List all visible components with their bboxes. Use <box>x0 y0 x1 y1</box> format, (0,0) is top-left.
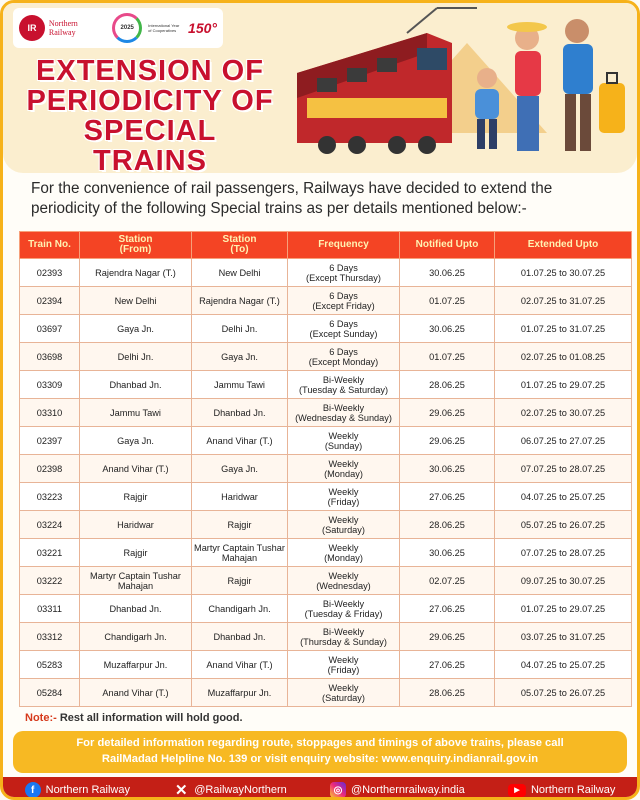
cell-train-no: 05283 <box>20 651 80 679</box>
helpline-banner <box>13 731 627 773</box>
cell-station-to: Rajendra Nagar (T.) <box>192 287 288 315</box>
table-row <box>20 623 632 651</box>
cell-notified-upto: 28.06.25 <box>400 371 495 399</box>
cell-notified-upto: 30.06.25 <box>400 315 495 343</box>
cell-notified-upto: 29.06.25 <box>400 399 495 427</box>
cell-extended-upto: 04.07.25 to 25.07.25 <box>495 483 632 511</box>
cell-extended-upto: 02.07.25 to 31.07.25 <box>495 287 632 315</box>
header-frequency: Frequency <box>288 232 400 259</box>
cell-frequency: 6 Days (Except Sunday) <box>288 315 400 343</box>
cell-station-to: Anand Vihar (T.) <box>192 651 288 679</box>
cell-station-from: Martyr Captain Tushar Mahajan <box>80 567 192 595</box>
social-youtube[interactable]: ▶ Northern Railway <box>508 784 615 797</box>
social-instagram[interactable]: ◎ @Northernrailway.india <box>330 782 465 798</box>
cell-station-from: Muzaffarpur Jn. <box>80 651 192 679</box>
cell-frequency: Weekly (Saturday) <box>288 679 400 707</box>
cell-extended-upto: 05.07.25 to 26.07.25 <box>495 679 632 707</box>
cell-station-from: Dhanbad Jn. <box>80 371 192 399</box>
cell-extended-upto: 07.07.25 to 28.07.25 <box>495 455 632 483</box>
cell-station-from: Haridwar <box>80 511 192 539</box>
header-extended-upto: Extended Upto <box>495 232 632 259</box>
cell-extended-upto: 01.07.25 to 31.07.25 <box>495 315 632 343</box>
cell-notified-upto: 29.06.25 <box>400 623 495 651</box>
train-engine-icon <box>297 8 477 154</box>
cell-frequency: Weekly (Wednesday) <box>288 567 400 595</box>
cell-station-to: Dhanbad Jn. <box>192 623 288 651</box>
cell-notified-upto: 01.07.25 <box>400 287 495 315</box>
cell-train-no: 02398 <box>20 455 80 483</box>
cell-notified-upto: 30.06.25 <box>400 539 495 567</box>
table-row <box>20 315 632 343</box>
intro-text: For the convenience of rail passengers, Railways have decided to extend the periodicity of the following Special trains as per details mentioned below:- <box>31 180 553 217</box>
cell-frequency: Weekly (Friday) <box>288 483 400 511</box>
cooperatives-logo: 2025 <box>112 13 142 43</box>
cell-train-no: 02394 <box>20 287 80 315</box>
table-row <box>20 511 632 539</box>
cell-frequency: Weekly (Friday) <box>288 651 400 679</box>
cell-station-to: Rajgir <box>192 567 288 595</box>
cell-train-no: 05284 <box>20 679 80 707</box>
cell-station-to: Martyr Captain Tushar Mahajan <box>192 539 288 567</box>
cell-frequency: Bi-Weekly (Thursday & Sunday) <box>288 623 400 651</box>
cell-frequency: Bi-Weekly (Tuesday & Saturday) <box>288 371 400 399</box>
cell-frequency: Bi-Weekly (Tuesday & Friday) <box>288 595 400 623</box>
cell-train-no: 03312 <box>20 623 80 651</box>
cell-frequency: 6 Days (Except Friday) <box>288 287 400 315</box>
cell-notified-upto: 30.06.25 <box>400 455 495 483</box>
cell-notified-upto: 27.06.25 <box>400 651 495 679</box>
cell-station-from: Jammu Tawi <box>80 399 192 427</box>
cell-station-to: Haridwar <box>192 483 288 511</box>
helpline-line: For detailed information regarding route, stoppages and timings of above trains, please call <box>76 737 564 749</box>
cell-station-from: Anand Vihar (T.) <box>80 455 192 483</box>
cell-station-to: Rajgir <box>192 511 288 539</box>
cell-extended-upto: 09.07.25 to 30.07.25 <box>495 567 632 595</box>
org-name: Northern Railway <box>48 19 78 37</box>
title-line: PERIODICITY OF <box>26 85 274 117</box>
cell-extended-upto: 05.07.25 to 26.07.25 <box>495 511 632 539</box>
cell-station-from: Rajgir <box>80 483 192 511</box>
cell-notified-upto: 28.06.25 <box>400 511 495 539</box>
cell-frequency: Weekly (Sunday) <box>288 427 400 455</box>
table-row <box>20 567 632 595</box>
anniversary-logo: 150° <box>188 20 217 36</box>
table-row <box>20 483 632 511</box>
table-row <box>20 651 632 679</box>
header-train-no: Train No. <box>20 232 80 259</box>
cell-station-to: Jammu Tawi <box>192 371 288 399</box>
cell-train-no: 02397 <box>20 427 80 455</box>
table-row <box>20 455 632 483</box>
cell-frequency: Weekly (Saturday) <box>288 511 400 539</box>
social-facebook[interactable]: f Northern Railway <box>25 782 130 798</box>
header-banner <box>3 3 637 177</box>
header-station-from: Station (From) <box>80 232 192 259</box>
cell-station-from: Dhanbad Jn. <box>80 595 192 623</box>
train-travellers-illustration <box>277 3 637 173</box>
cooperatives-label: International Year of Cooperatives <box>148 23 180 33</box>
cell-extended-upto: 01.07.25 to 29.07.25 <box>495 595 632 623</box>
cell-extended-upto: 02.07.25 to 01.08.25 <box>495 343 632 371</box>
cell-train-no: 03697 <box>20 315 80 343</box>
table-header-row <box>20 232 632 259</box>
header-station-to: Station (To) <box>192 232 288 259</box>
cell-station-from: Anand Vihar (T.) <box>80 679 192 707</box>
cell-extended-upto: 06.07.25 to 27.07.25 <box>495 427 632 455</box>
railway-emblem-icon: IR <box>19 15 45 41</box>
cell-station-to: Gaya Jn. <box>192 455 288 483</box>
page-title <box>25 56 275 176</box>
cell-station-from: Delhi Jn. <box>80 343 192 371</box>
cell-frequency: Weekly (Monday) <box>288 539 400 567</box>
cell-notified-upto: 29.06.25 <box>400 427 495 455</box>
table-row <box>20 343 632 371</box>
cell-train-no: 03222 <box>20 567 80 595</box>
table-row <box>20 595 632 623</box>
cell-extended-upto: 01.07.25 to 29.07.25 <box>495 371 632 399</box>
cell-train-no: 03223 <box>20 483 80 511</box>
cell-extended-upto: 03.07.25 to 31.07.25 <box>495 623 632 651</box>
cell-station-to: Dhanbad Jn. <box>192 399 288 427</box>
social-x[interactable]: ✕ @RailwayNorthern <box>174 782 287 799</box>
cell-notified-upto: 28.06.25 <box>400 679 495 707</box>
title-line: EXTENSION OF <box>36 55 264 87</box>
cell-station-to: Chandigarh Jn. <box>192 595 288 623</box>
cell-train-no: 03221 <box>20 539 80 567</box>
cell-train-no: 03224 <box>20 511 80 539</box>
cell-station-to: Anand Vihar (T.) <box>192 427 288 455</box>
table-row <box>20 371 632 399</box>
table-row <box>20 399 632 427</box>
instagram-icon: ◎ <box>330 782 346 798</box>
cell-train-no: 03310 <box>20 399 80 427</box>
cell-station-from: Chandigarh Jn. <box>80 623 192 651</box>
cell-notified-upto: 30.06.25 <box>400 259 495 287</box>
cell-extended-upto: 02.07.25 to 30.07.25 <box>495 399 632 427</box>
cell-notified-upto: 27.06.25 <box>400 595 495 623</box>
table-row <box>20 427 632 455</box>
cell-train-no: 03311 <box>20 595 80 623</box>
cell-station-from: New Delhi <box>80 287 192 315</box>
logo-strip <box>13 8 223 48</box>
header-notified-upto: Notified Upto <box>400 232 495 259</box>
cell-frequency: 6 Days (Except Monday) <box>288 343 400 371</box>
cell-station-to: New Delhi <box>192 259 288 287</box>
title-line: SPECIAL TRAINS <box>83 115 217 177</box>
table-row <box>20 539 632 567</box>
cell-train-no: 03309 <box>20 371 80 399</box>
cell-extended-upto: 01.07.25 to 30.07.25 <box>495 259 632 287</box>
cell-notified-upto: 01.07.25 <box>400 343 495 371</box>
helpline-line: RailMadad Helpline No. 139 or visit enquiry website: www.enquiry.indianrail.gov.in <box>101 753 539 765</box>
train-table <box>19 231 631 707</box>
cell-station-from: Gaya Jn. <box>80 315 192 343</box>
x-icon: ✕ <box>174 782 188 799</box>
cell-extended-upto: 04.07.25 to 25.07.25 <box>495 651 632 679</box>
cell-frequency: Weekly (Monday) <box>288 455 400 483</box>
note: Note:- Rest all information will hold good. <box>25 712 243 724</box>
cell-station-from: Rajgir <box>80 539 192 567</box>
cell-station-to: Gaya Jn. <box>192 343 288 371</box>
cell-train-no: 03698 <box>20 343 80 371</box>
cell-station-to: Muzaffarpur Jn. <box>192 679 288 707</box>
cell-frequency: 6 Days (Except Thursday) <box>288 259 400 287</box>
cell-station-from: Rajendra Nagar (T.) <box>80 259 192 287</box>
facebook-icon: f <box>25 782 41 798</box>
cell-station-from: Gaya Jn. <box>80 427 192 455</box>
northern-railway-logo <box>19 15 106 41</box>
table-row <box>20 287 632 315</box>
youtube-icon: ▶ <box>508 784 526 797</box>
cell-notified-upto: 02.07.25 <box>400 567 495 595</box>
cell-frequency: Bi-Weekly (Wednesday & Sunday) <box>288 399 400 427</box>
cell-station-to: Delhi Jn. <box>192 315 288 343</box>
cell-notified-upto: 27.06.25 <box>400 483 495 511</box>
cell-train-no: 02393 <box>20 259 80 287</box>
table-row <box>20 679 632 707</box>
cell-extended-upto: 07.07.25 to 28.07.25 <box>495 539 632 567</box>
table-row <box>20 259 632 287</box>
social-bar <box>3 777 637 800</box>
